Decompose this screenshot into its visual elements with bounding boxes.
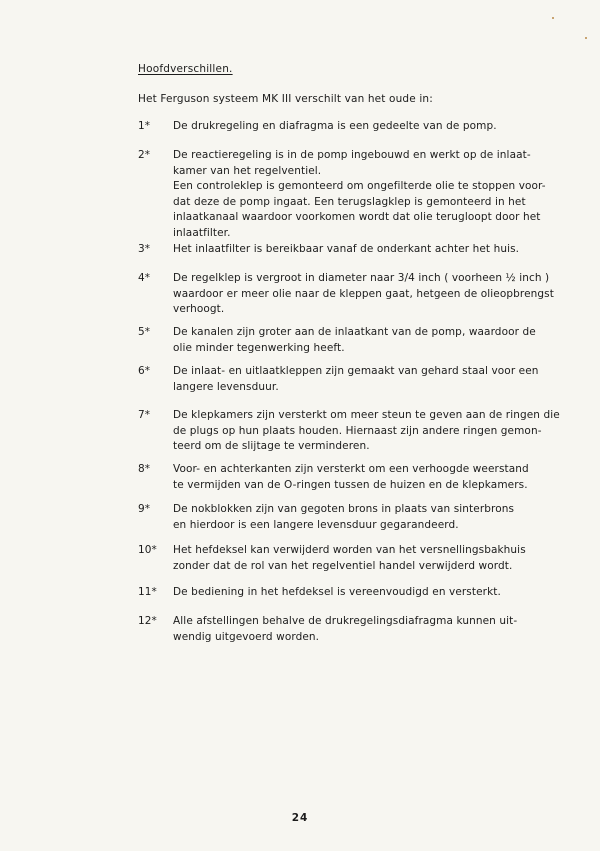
item-text-line: De nokblokken zijn van gegoten brons in plaats van sinterbrons [173, 503, 515, 515]
item-text [173, 614, 563, 645]
item-text-line: langere levensduur. [173, 380, 279, 393]
item-number: 2* [138, 149, 151, 161]
item-text-line: inlaatfilter. [173, 226, 231, 239]
item-text [173, 543, 563, 574]
item-text-line: kamer van het regelventiel. [173, 164, 322, 177]
item-number: 11* [138, 586, 157, 598]
item-text-line: De bediening in het hefdeksel is vereenvoudigd en versterkt. [173, 586, 501, 598]
item-number: 8* [138, 463, 151, 475]
item-text-line: te vermijden van de O-ringen tussen de huizen en de klepkamers. [173, 478, 528, 491]
section-heading: Hoofdverschillen. [138, 63, 233, 75]
item-text-line: Voor- en achterkanten zijn versterkt om een verhoogde weerstand [173, 463, 529, 475]
item-text-line: olie minder tegenwerking heeft. [173, 341, 345, 354]
item-number: 5* [138, 326, 151, 338]
item-text-line: en hierdoor is een langere levensduur gegarandeerd. [173, 518, 459, 531]
item-number: 6* [138, 365, 151, 377]
item-text [173, 364, 563, 395]
item-text-line: De kanalen zijn groter aan de inlaatkant van de pomp, waardoor de [173, 326, 536, 338]
item-text [173, 462, 563, 493]
item-number: 9* [138, 503, 151, 515]
item-text-line: De inlaat- en uitlaatkleppen zijn gemaakt van gehard staal voor een [173, 365, 539, 377]
item-text-line: teerd om de slijtage te verminderen. [173, 440, 370, 452]
paper-speck [552, 17, 554, 19]
item-text-line: waardoor er meer olie naar de kleppen gaat, hetgeen de olieopbrengst [173, 287, 554, 300]
item-text-line: inlaatkanaal waardoor voorkomen wordt dat olie terugloopt door het [173, 211, 541, 223]
item-text [173, 585, 563, 601]
item-text-line: Het inlaatfilter is bereikbaar vanaf de onderkant achter het huis. [173, 243, 520, 255]
page-number: 24 [291, 812, 309, 824]
item-text [173, 325, 563, 356]
intro-text: Het Ferguson systeem MK III verschilt van het oude in: [138, 93, 433, 105]
item-text-line: Alle afstellingen behalve de drukregelingsdiafragma kunnen uit- [173, 615, 518, 627]
item-text-line: De regelklep is vergroot in diameter naar 3/4 inch ( voorheen ½ inch ) [173, 272, 550, 284]
item-text-line: De klepkamers zijn versterkt om meer steun te geven aan de ringen die [173, 409, 560, 421]
item-text-line: wendig uitgevoerd worden. [173, 630, 320, 643]
item-text-line: verhoogt. [173, 303, 225, 315]
item-number: 3* [138, 243, 151, 255]
item-text [173, 271, 563, 318]
item-number: 10* [138, 544, 157, 556]
item-text [173, 119, 563, 135]
item-number: 1* [138, 120, 151, 132]
item-text-line: dat deze de pomp ingaat. Een terugslagklep is gemonteerd in het [173, 195, 526, 208]
item-text [173, 242, 563, 258]
item-text-line: De drukregeling en diafragma is een gedeelte van de pomp. [173, 120, 497, 132]
item-text-line: zonder dat de rol van het regelventiel handel verwijderd wordt. [173, 559, 513, 572]
item-text [173, 502, 563, 533]
item-text [173, 148, 563, 241]
item-number: 12* [138, 615, 157, 627]
item-number: 4* [138, 272, 151, 284]
item-text-line: de plugs op hun plaats houden. Hiernaast zijn andere ringen gemon- [173, 424, 542, 437]
item-text-line: Een controleklep is gemonteerd om ongefilterde olie te stoppen voor- [173, 180, 546, 192]
item-text-line: De reactieregeling is in de pomp ingebouwd en werkt op de inlaat- [173, 149, 531, 161]
paper-speck [585, 37, 587, 39]
item-text [173, 408, 563, 455]
item-text-line: Het hefdeksel kan verwijderd worden van het versnellingsbakhuis [173, 544, 526, 556]
item-number: 7* [138, 409, 151, 421]
